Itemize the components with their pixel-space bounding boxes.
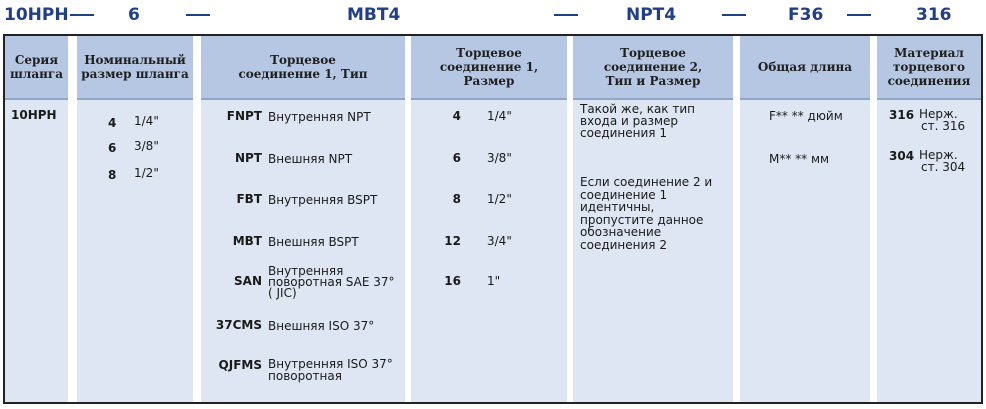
size-value: 1/4": [487, 109, 512, 123]
size-value: 1/4": [134, 114, 159, 128]
size-value: 3/4": [487, 234, 512, 248]
column-header: Серия шланга: [5, 36, 68, 100]
column-hose-size: [77, 36, 193, 402]
code-end2: NPT4: [626, 5, 677, 25]
size-code: 8: [108, 168, 117, 182]
type-desc: Внутренняя NPT: [268, 110, 371, 124]
material-code: 304: [889, 149, 915, 163]
column-header: Материал торцевого соединения: [877, 36, 981, 100]
size-value: 3/8": [134, 139, 159, 153]
ordering-table: [3, 34, 983, 404]
code-end1: MBT4: [347, 5, 401, 25]
size-code: 4: [108, 116, 117, 130]
type-desc: Внутренняя ISO 37° поворотная: [268, 357, 393, 383]
separator-dash: [847, 14, 871, 16]
separator-dash: [70, 14, 94, 16]
type-code: FBT: [236, 192, 262, 206]
separator-dash: [554, 14, 578, 16]
end2-same-note: Такой же, как тип входа и размер соединения 1: [580, 102, 696, 140]
code-length: F36: [788, 5, 824, 25]
type-code: FNPT: [226, 109, 262, 123]
size-code: 6: [452, 151, 461, 165]
size-value: 1": [487, 274, 501, 288]
column-header: Торцевое соединение 2, Тип и Размер: [573, 36, 733, 100]
material-code: 316: [889, 108, 915, 122]
size-value: 1/2": [487, 192, 512, 206]
size-code: 12: [444, 234, 461, 248]
column-header: Общая длина: [740, 36, 870, 100]
separator-dash: [722, 14, 746, 16]
column-header: Торцевое соединение 1, Тип: [201, 36, 405, 100]
size-code: 4: [452, 109, 461, 123]
column-end1-size: [411, 36, 567, 402]
column-length: [740, 36, 870, 402]
type-desc: Внешняя BSPT: [268, 235, 359, 249]
type-code: SAN: [234, 274, 262, 288]
type-code: QJFMS: [218, 358, 262, 372]
type-desc: Внешняя NPT: [268, 152, 353, 166]
column-end2: [573, 36, 733, 402]
size-code: 6: [108, 141, 117, 155]
type-desc: Внешняя ISO 37°: [268, 319, 375, 333]
size-code: 8: [452, 192, 461, 206]
type-code: NPT: [234, 151, 262, 165]
type-desc: Внутренняя поворотная SAE 37° ( JIC): [268, 264, 395, 300]
material-desc: Нерж. ст. 304: [919, 148, 966, 174]
column-material: [877, 36, 981, 402]
column-header: Номинальный размер шланга: [77, 36, 193, 100]
material-desc: Нерж. ст. 316: [919, 107, 966, 133]
series-value: 10HPH: [11, 108, 57, 122]
column-series: [5, 36, 68, 402]
length-option: M** ** мм: [769, 152, 830, 166]
size-value: 1/2": [134, 166, 159, 180]
length-option: F** ** дюйм: [769, 109, 843, 123]
code-series: 10HPH: [4, 5, 69, 25]
column-end1-type: [201, 36, 405, 402]
code-size: 6: [128, 5, 140, 25]
size-code: 16: [444, 274, 461, 288]
size-value: 3/8": [487, 151, 512, 165]
type-desc: Внутренняя BSPT: [268, 193, 378, 207]
column-header: Торцевое соединение 1, Размер: [411, 36, 567, 100]
separator-dash: [186, 14, 210, 16]
type-code: MBT: [232, 234, 262, 248]
type-code: 37CMS: [215, 318, 262, 332]
order-code-row: [0, 0, 986, 30]
end2-skip-note: Если соединение 2 и соединение 1 идентичны, пропустите данное обозначение соединения 2: [580, 175, 713, 252]
code-material: 316: [916, 5, 952, 25]
